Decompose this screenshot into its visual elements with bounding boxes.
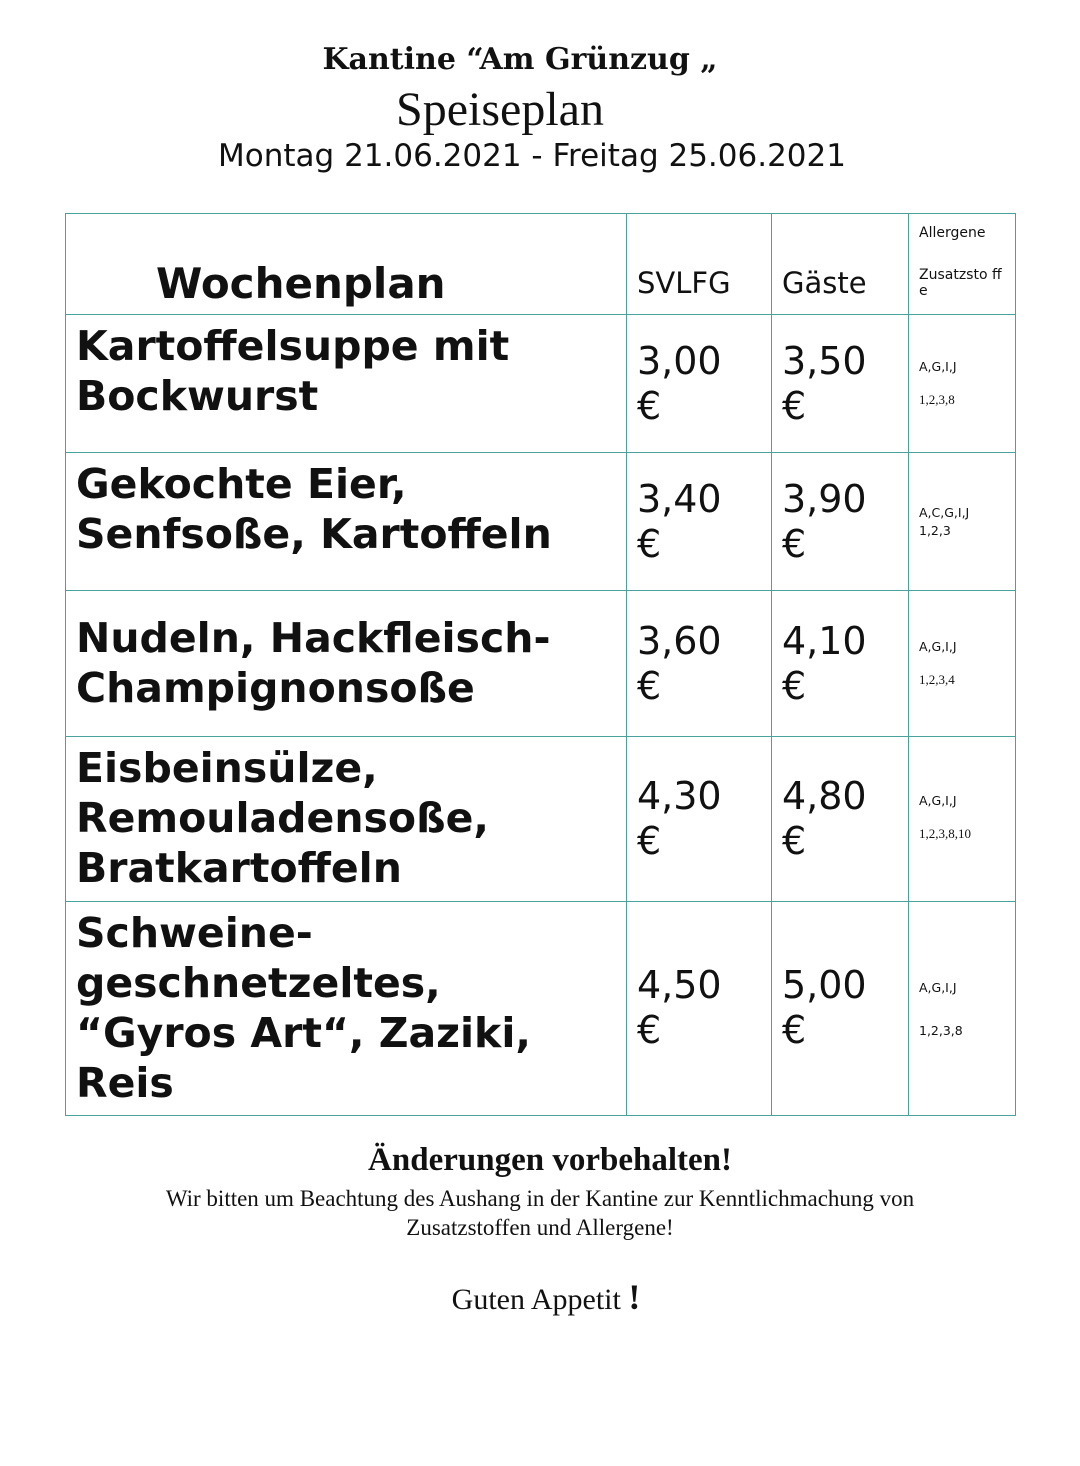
currency: € [637, 819, 662, 863]
allergen-codes: A,C,G,I,J [919, 505, 970, 520]
price-guests [772, 315, 909, 453]
price-guests [772, 737, 909, 902]
price-svlfg [627, 315, 772, 453]
price-value: 4,80 [782, 774, 867, 818]
dish-line: Schweine- [76, 909, 313, 957]
currency: € [782, 664, 807, 708]
allergen-cell [909, 737, 1016, 902]
allergen-codes: A,G,I,J [919, 980, 957, 995]
notice-line: Zusatzstoffen und Allergene! [406, 1215, 674, 1240]
dish-name [66, 591, 627, 737]
currency: € [637, 522, 662, 566]
allergen-codes: A,G,I,J [919, 639, 957, 654]
canteen-name: Kantine “Am Grünzug „ [322, 42, 718, 77]
price-value: 3,40 [637, 477, 722, 521]
currency: € [782, 1008, 807, 1052]
header-wochenplan: Wochenplan [66, 214, 627, 315]
dish-line: “Gyros Art“, Zaziki, [76, 1009, 531, 1057]
allergen-cell [909, 591, 1016, 737]
allergen-cell [909, 453, 1016, 591]
dish-line: Reis [76, 1059, 174, 1107]
price-guests [772, 453, 909, 591]
table-row [66, 315, 1016, 453]
menu-table [65, 213, 1016, 1116]
dish-line: Eisbeinsülze, [76, 744, 378, 792]
dish-name [66, 453, 627, 591]
currency: € [782, 384, 807, 428]
dish-name [66, 902, 627, 1116]
header-allergens-label: Allergene [919, 225, 986, 241]
table-row [66, 453, 1016, 591]
dish-line: Bratkartoffeln [76, 844, 402, 892]
additive-codes: 1,2,3,8 [919, 392, 955, 407]
header-allergens [909, 214, 1016, 315]
table-row [66, 902, 1016, 1116]
price-guests [772, 591, 909, 737]
dish-line: geschnetzeltes, [76, 959, 441, 1007]
price-svlfg [627, 591, 772, 737]
header-svlfg: SVLFG [627, 214, 772, 315]
additive-codes: 1,2,3,4 [919, 672, 955, 687]
price-value: 3,60 [637, 619, 722, 663]
price-svlfg [627, 902, 772, 1116]
header-additives-label: Zusatzsto ffe [919, 267, 1002, 299]
dish-line: Kartoffelsuppe mit [76, 322, 510, 370]
closing-greeting [6, 1276, 1080, 1318]
price-value: 4,30 [637, 774, 722, 818]
price-value: 3,90 [782, 477, 867, 521]
changes-notice: Änderungen vorbehalten! [368, 1142, 732, 1178]
greeting-exclamation: ! [628, 1277, 641, 1317]
price-value: 4,10 [782, 619, 867, 663]
price-value: 3,00 [637, 339, 722, 383]
currency: € [782, 819, 807, 863]
menu-header-row [66, 214, 1016, 315]
allergen-notice [0, 1184, 1080, 1242]
dish-line: Senfsoße, Kartoffeln [76, 510, 552, 558]
allergen-cell [909, 315, 1016, 453]
table-row [66, 591, 1016, 737]
allergen-codes: A,G,I,J [919, 359, 957, 374]
currency: € [637, 384, 662, 428]
price-svlfg [627, 453, 772, 591]
dish-line: Gekochte Eier, [76, 460, 407, 508]
allergen-codes: A,G,I,J [919, 793, 957, 808]
price-value: 4,50 [637, 963, 722, 1007]
currency: € [637, 664, 662, 708]
notice-line: Wir bitten um Beachtung des Aushang in der Kantine zur Kenntlichmachung von [165, 1186, 915, 1211]
allergen-cell [909, 902, 1016, 1116]
week-range: Montag 21.06.2021 - Freitag 25.06.2021 [218, 138, 846, 174]
additive-codes: 1,2,3,8,10 [919, 826, 971, 841]
additive-codes: 1,2,3,8 [919, 1023, 963, 1038]
dish-line: Bockwurst [76, 372, 319, 420]
dish-line: Champignonsoße [76, 664, 475, 712]
dish-line: Remouladensoße, [76, 794, 489, 842]
dish-name [66, 315, 627, 453]
dish-name [66, 737, 627, 902]
price-svlfg [627, 737, 772, 902]
greeting-text: Guten Appetit [451, 1283, 629, 1316]
page-title: Speiseplan [396, 83, 604, 136]
price-value: 3,50 [782, 339, 867, 383]
currency: € [637, 1008, 662, 1052]
dish-line: Nudeln, Hackfleisch- [76, 614, 551, 662]
price-guests [772, 902, 909, 1116]
header-guests: Gäste [772, 214, 909, 315]
additive-codes: 1,2,3 [919, 523, 951, 538]
table-row [66, 737, 1016, 902]
price-value: 5,00 [782, 963, 867, 1007]
currency: € [782, 522, 807, 566]
